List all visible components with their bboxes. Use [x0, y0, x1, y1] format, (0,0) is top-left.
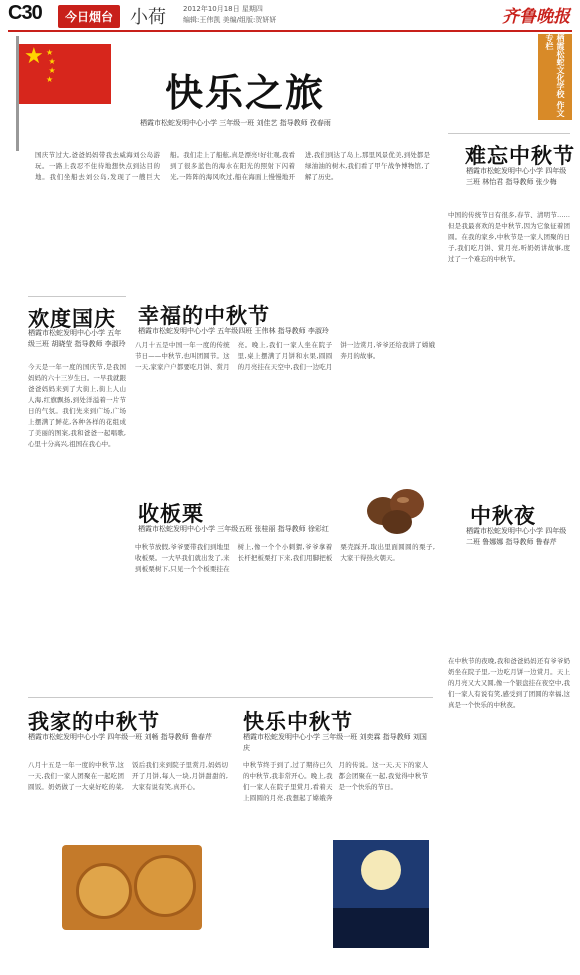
- article-body: 中秋节终于到了,过了期待已久的中秋节,我非常开心。晚上,我们一家人在院子里赏月,看着天上圆圆的月亮,我想起了嫦娥奔月的传说。这一天,天下的家人都会团聚在一起,我觉得中秋节是一个快乐的节日。: [243, 761, 428, 802]
- main-byline: 栖霞市松蛇发明中心小学 三年级一班 刘佳艺 指导教师 孜春雨: [140, 119, 331, 127]
- article-byline: 栖霞市松蛇发明中心小学 三年级一班 刘奕霖 指导教师 刘国庆: [243, 733, 427, 752]
- big-star-icon: ★: [24, 44, 44, 69]
- newspaper-logo: 齐鲁晚报: [502, 7, 570, 27]
- main-body: 国庆节过大,爸爸妈妈带我去威海刘公岛游玩。一路上我忍不住待地想快点到达目的地。我们坐船去刘公岛,发现了一艘巨大船。我们走上了船舷,真是漂亮!好壮观,我看到了很多蓝色的海水在阳光的照射下闪着光,一阵阵的海风吹过,船在海面上慢慢地开进,我们到达了岛上,那里风景优美,到处都是绿油油的树木,我们看了甲午战争博物馆,了解了历史。: [35, 151, 430, 181]
- moon-night-image: [333, 840, 429, 948]
- article-body: 中国的传统节日有很多,春节、清明节……但是我最喜欢的是中秋节,因为它象征着团圆。在我的家乡,中秋节是一家人团聚的日子,我们吃月饼、赏月亮,听奶奶讲故事,度过了一个难忘的中秋节。: [448, 211, 570, 263]
- article-title: 难忘中秋节: [465, 143, 575, 168]
- divider: [448, 133, 570, 134]
- small-stars-icon: ★ ★ ★ ★: [46, 48, 56, 84]
- article-body: 八月十五是中国一年一度的传统节日——中秋节,也叫团圆节。这一天,家家户户都要吃月饼、赏月亮。晚上,我们一家人坐在院子里,桌上摆满了月饼和水果,圆圆的月亮挂在天空中,我们一边吃月饼一边赏月,爷爷还给我讲了嫦娥奔月的故事。: [135, 341, 435, 371]
- issue-editors: 编辑:王伟凯 美编/组版:贺妍妍: [183, 16, 277, 24]
- column-name: 小荷: [130, 7, 166, 28]
- article-title: 幸福的中秋节: [138, 303, 270, 328]
- chestnut-image: [363, 476, 433, 536]
- divider: [28, 697, 433, 698]
- issue-date: 2012年10月18日 星期四: [183, 5, 263, 13]
- article-byline: 栖霞市松蛇发明中心小学 四年级三班 林怡君 指导教师 张少梅: [466, 167, 567, 186]
- article-body: 中秋节放假,爷爷要带我们到地里收板栗。一大早我们就出发了,来到板栗树下,只见一个个板栗挂在树上,像一个个小刺猬,爷爷拿着长杆把板栗打下来,我们用脚把板栗壳踩开,取出里面圆圆的栗子,大家干得热火朝天。: [135, 543, 435, 573]
- article-byline: 栖霞市松蛇发明中心小学 四年级一班 刘畅 指导教师 鲁春芹: [28, 733, 212, 741]
- article-body: 八月十五是一年一度的中秋节,这一天,我们一家人团聚在一起吃团圆饭。奶奶做了一大桌好吃的菜,饭后我们来到院子里赏月,妈妈切开了月饼,每人一块,月饼甜甜的,大家有说有笑,真开心。: [28, 761, 228, 791]
- side-tag: 栖霞松蛇文化学校 作文专栏: [538, 34, 572, 120]
- article-body: 今天是一年一度的国庆节,是我国妈妈的六十三岁生日。一早我就跟爸爸妈妈来到了大街上,街上人山人海,红旗飘扬,到处洋溢着一片节日的气氛。我们先来到广场,广场上摆满了鲜花,各种各样的花组成了美丽的图案,我和爸爸一起唱歌,心里十分高兴,祖国在我心中。: [28, 363, 126, 448]
- article-byline: 栖霞市松蛇发明中心小学 五年级三班 胡晓莹 指导教师 李淑玲: [28, 329, 126, 348]
- article-title: 快乐中秋节: [243, 709, 353, 734]
- article-body: 在中秋节的夜晚,我和爸爸妈妈还有爷爷奶奶坐在院子里,一边吃月饼一边赏月。天上的月亮又大又圆,像一个银盘挂在夜空中,我们一家人有说有笑,感受到了团圆的幸福,这真是一个快乐的中秋夜。: [448, 657, 570, 709]
- article-title: 中秋夜: [470, 503, 536, 528]
- article-byline: 栖霞市松蛇发明中心小学 四年级二班 鲁娜娜 指导教师 鲁春芹: [466, 527, 567, 546]
- section-tag: 今日烟台: [58, 5, 120, 28]
- page-number: C30: [8, 2, 42, 24]
- divider: [28, 296, 126, 297]
- mooncake-image: [62, 845, 202, 930]
- article-title: 收板栗: [138, 501, 204, 526]
- header-rule: [8, 30, 572, 32]
- article-byline: 栖霞市松蛇发明中心小学 三年级五班 张桂丽 指导教师 徐彩红: [138, 525, 329, 533]
- article-title: 我家的中秋节: [28, 709, 160, 734]
- article-title: 欢度国庆: [28, 306, 116, 331]
- issue-meta: [183, 4, 276, 26]
- main-title: 快乐之旅: [165, 70, 326, 115]
- article-byline: 栖霞市松蛇发明中心小学 五年级四班 王伟林 指导教师 李淑玲: [138, 327, 329, 335]
